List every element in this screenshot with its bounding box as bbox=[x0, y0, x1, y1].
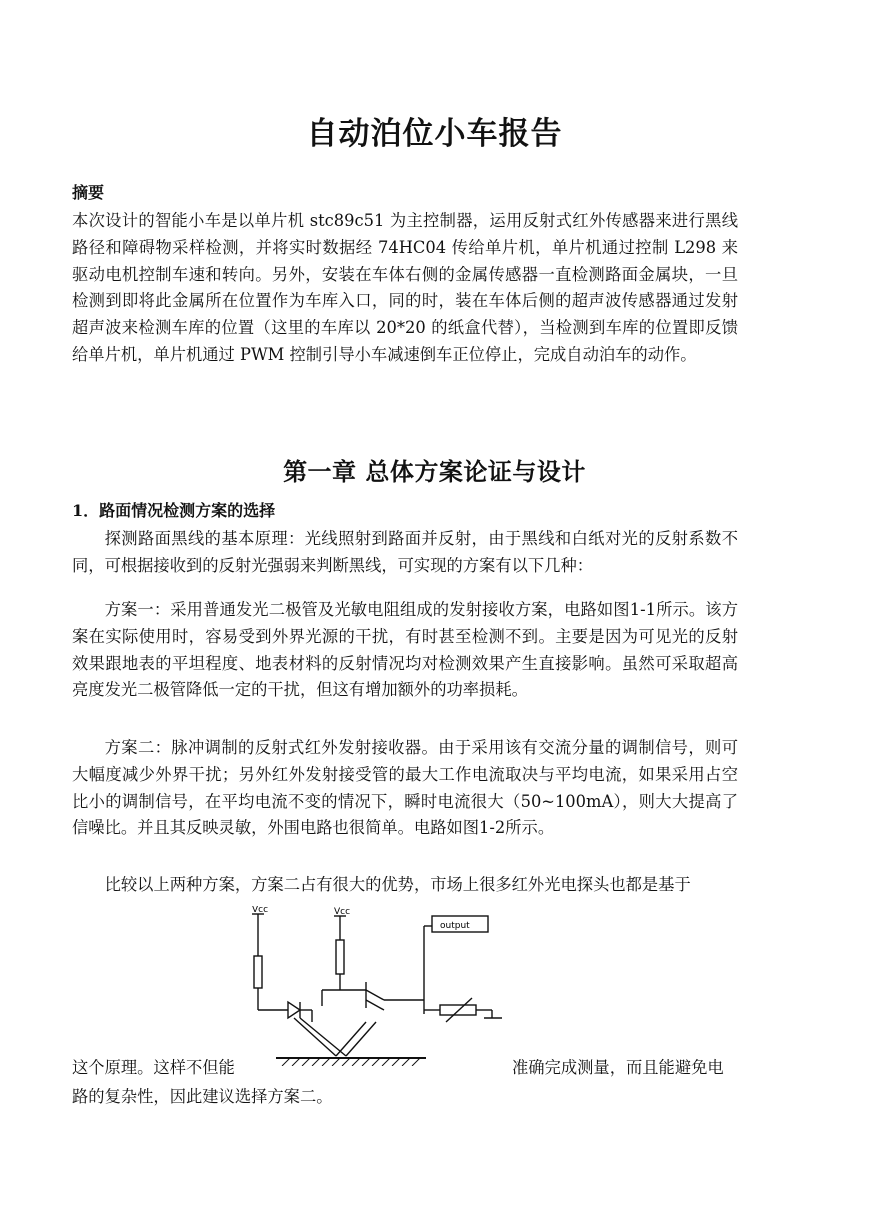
section-heading: 1．路面情况检测方案的选择 bbox=[72, 501, 276, 520]
floor-hatching bbox=[282, 1058, 420, 1066]
resistor-right bbox=[336, 940, 344, 974]
potentiometer-arrow bbox=[446, 998, 472, 1022]
chapter-heading: 第一章 总体方案论证与设计 bbox=[283, 457, 586, 486]
paragraph-scheme-two: 方案二：脉冲调制的反射式红外发射接收器。由于采用该有交流分量的调制信号，则可大幅度减少外界干扰；另外红外发射接受管的最大工作电流取决与平均电流，如果采用占空比小的调制信号，在平均电流不变的情况下，瞬时电流很大（50~100mA），则大大提高了信噪比。并且其反映灵敏，外围电路也很简单。电路如图1-2所示。 bbox=[72, 738, 738, 838]
paragraph-principle: 探测路面黑线的基本原理：光线照射到路面并反射，由于黑线和白纸对光的反射系数不同，可根据接收到的反射光强弱来判断黑线，可实现的方案有以下几种： bbox=[72, 529, 738, 575]
paragraph-compare: 比较以上两种方案，方案二占有很大的优势，市场上很多红外光电探头也都是基于 bbox=[104, 875, 691, 894]
ir-led-diode bbox=[288, 1002, 300, 1018]
paragraph-scheme-one: 方案一：采用普通发光二极管及光敏电阻组成的发射接收方案，电路如图1-1所示。该方案在实际使用时，容易受到外界光源的干扰，有时甚至检测不到。主要是因为可见光的反射效果跟地表的平坦程度、地表材料的反射情况均对检测效果产生直接影响。虽然可采取超高亮度发光二极管降低一定的干扰，但这有增加额外的功率损耗。 bbox=[72, 600, 738, 700]
output-label: output bbox=[440, 921, 470, 931]
paragraph-tail-last: 路的复杂性，因此建议选择方案二。 bbox=[72, 1087, 333, 1106]
vcc-label-left: Vcc bbox=[252, 906, 269, 915]
ir-sensor-circuit-diagram bbox=[240, 906, 520, 1066]
resistor-left bbox=[254, 956, 262, 988]
abstract-paragraph: 本次设计的智能小车是以单片机 stc89c51 为主控制器，运用反射式红外传感器来进行黑线路径和障碍物采样检测，并将实时数据经 74HC04 传给单片机，单片机通过控制 L298 来驱动电机控制车速和转向。另外，安装在车体右侧的金属传感器一直检测路面金属块，一旦检测到即将此金属所在位置作为车库入口，同的时，装在车体后侧的超声波传感器通过发射超声波来检测车库的位置（这里的车库以 20*20 的纸盒代替），当检测到车库的位置即反馈给单片机，单片机通过 PWM 控制引导小车减速倒车正位停止，完成自动泊车的动作。 bbox=[72, 211, 738, 364]
ray-emit-1 bbox=[294, 1018, 336, 1056]
transistor-emitter bbox=[366, 1000, 384, 1010]
paragraph-tail-left: 这个原理。这样不但能 bbox=[72, 1058, 235, 1077]
report-title: 自动泊位小车报告 bbox=[306, 116, 563, 152]
ray-emit-2 bbox=[300, 1018, 346, 1056]
vcc-label-right: Vcc bbox=[334, 907, 351, 917]
abstract-heading: 摘要 bbox=[72, 183, 105, 202]
paragraph-tail-right: 准确完成测量，而且能避免电 bbox=[512, 1058, 724, 1077]
transistor-collector bbox=[366, 990, 384, 1000]
